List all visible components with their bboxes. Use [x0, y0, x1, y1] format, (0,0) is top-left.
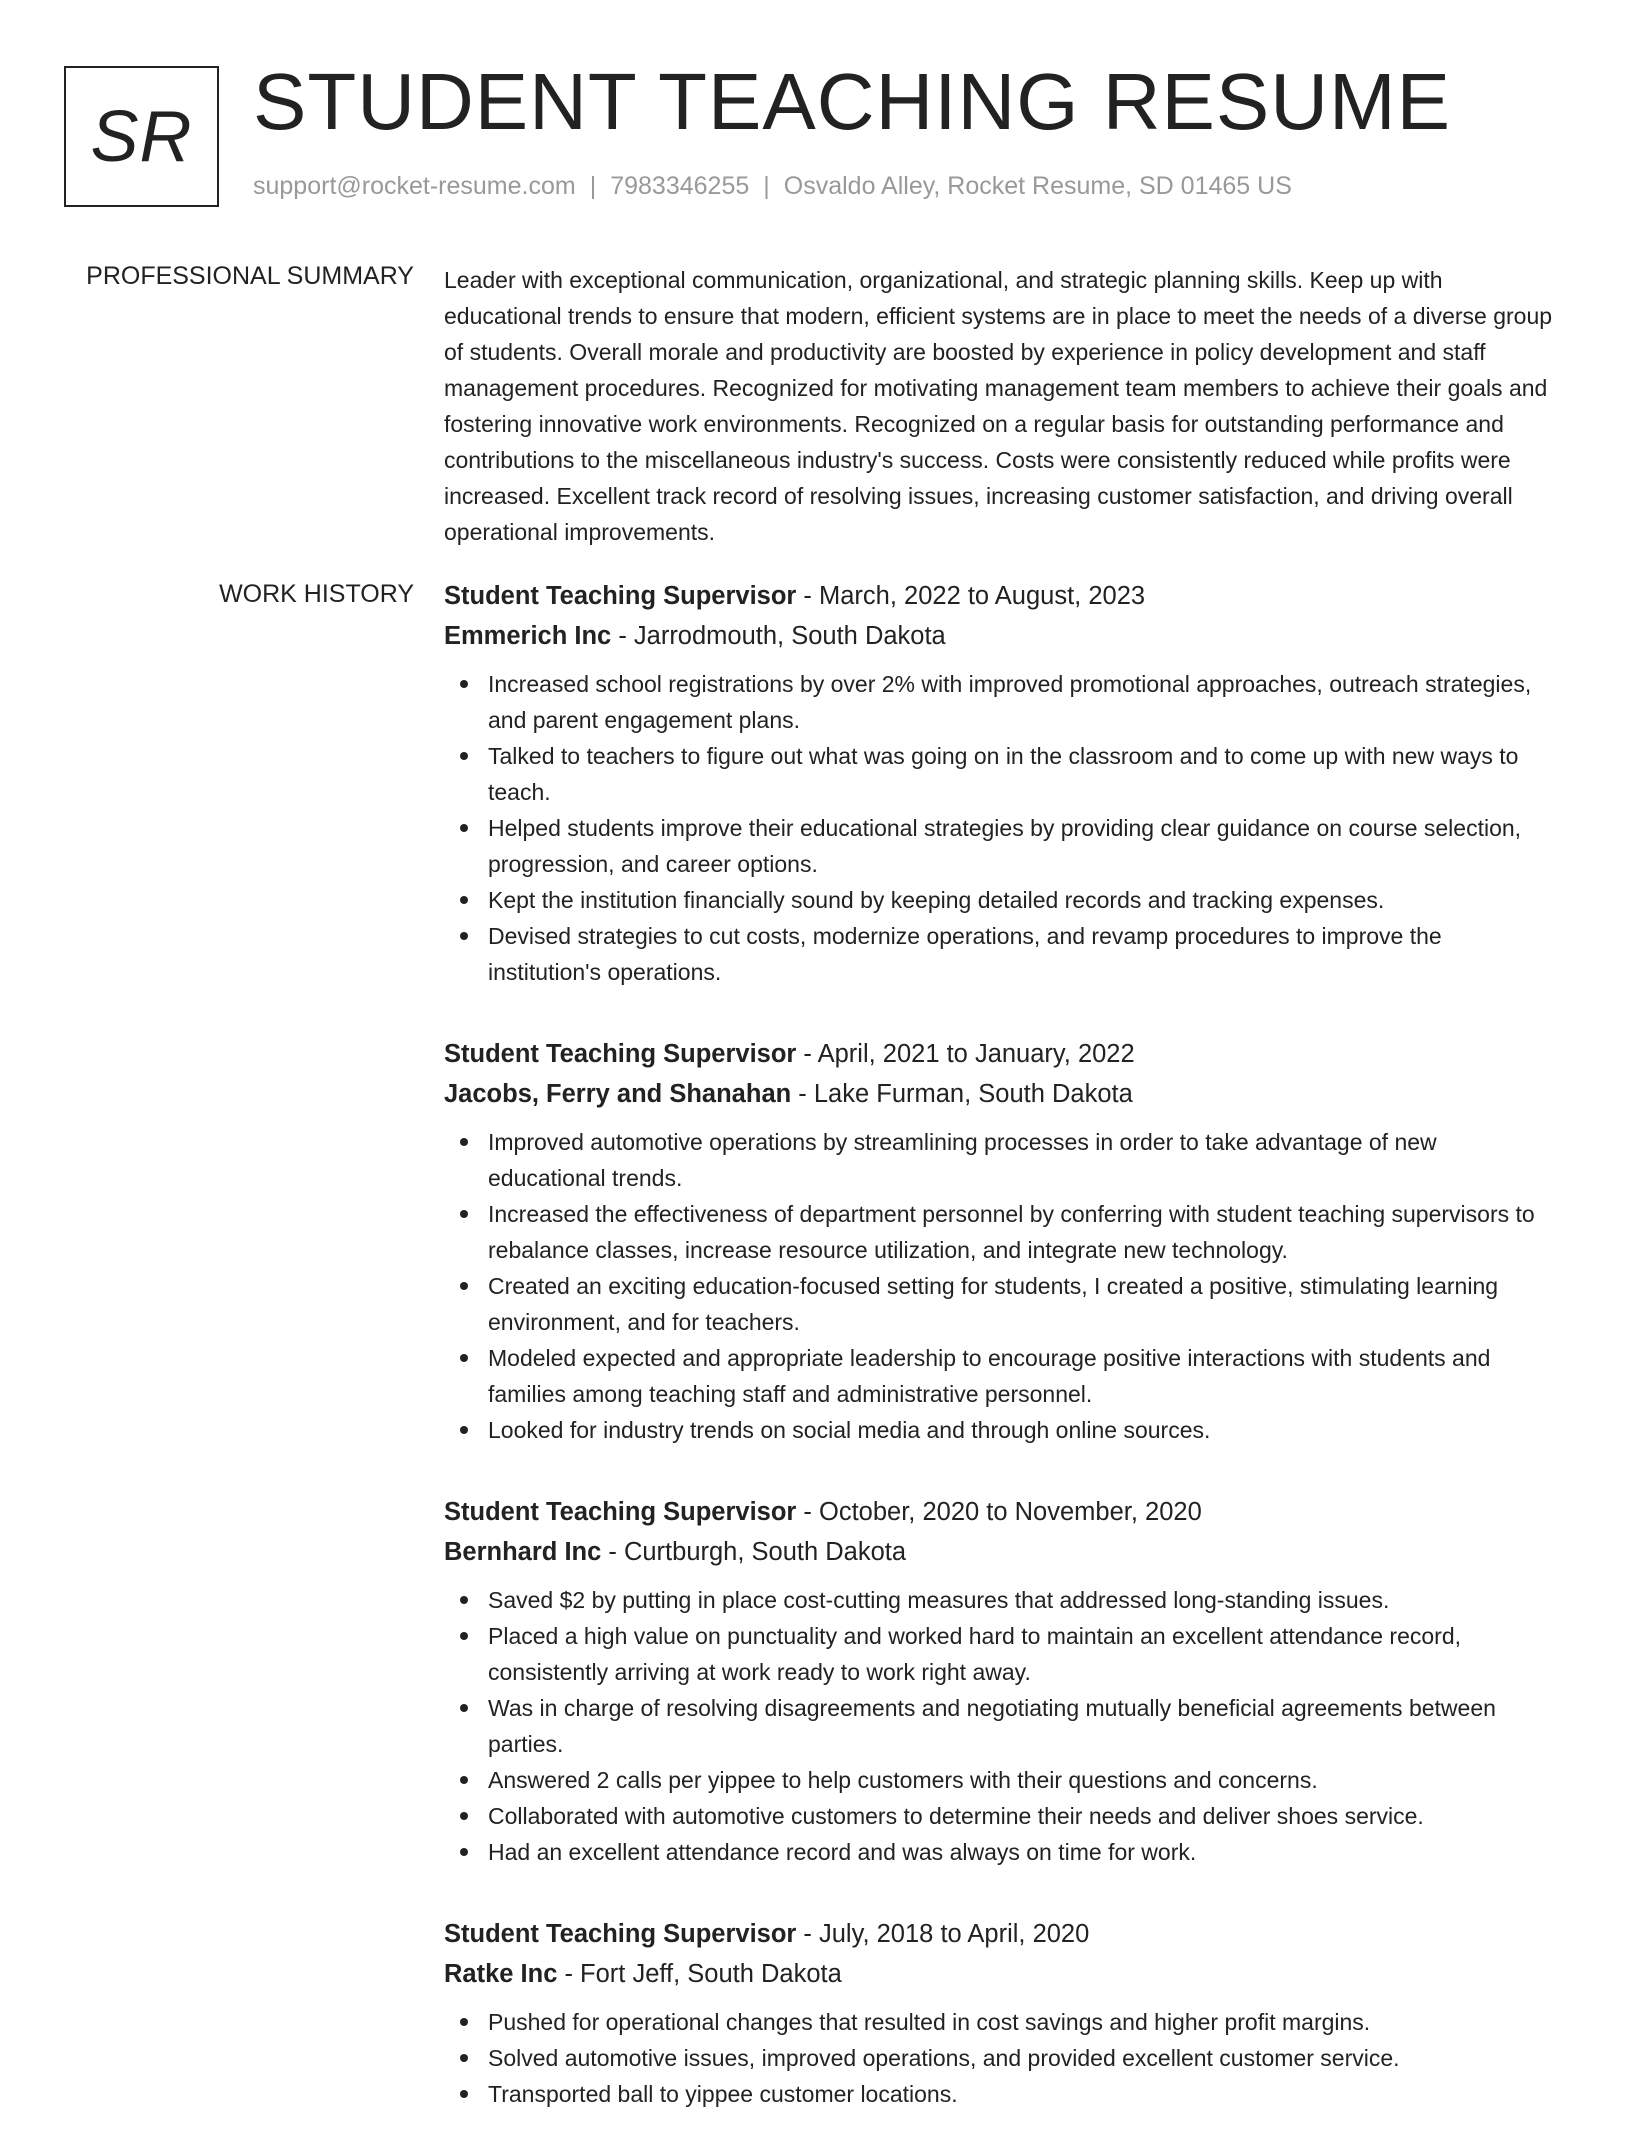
job-title: Student Teaching Supervisor [444, 1040, 797, 1068]
job-dates: - April, 2021 to January, 2022 [796, 1040, 1135, 1068]
section-label-work-history: WORK HISTORY [219, 580, 414, 608]
summary-text: Leader with exceptional communication, organizational, and strategic planning skills. Keep up with educational trends to ensure that modern, efficient systems are in place to meet the needs of a diverse group of students. Overall morale and productivity are boosted by experience in policy development and staff management procedures. Recognized for motivating management team members to achieve their goals and fostering innovative work environments. Recognized on a regular basis for outstanding performance and contributions to the miscellaneous industry's success. Costs were consistently reduced while profits were increased. Excellent track record of resolving issues, increasing customer satisfaction, and driving overall operational improvements. [444, 267, 1553, 545]
job-bullet: Looked for industry trends on social media and through online sources. [444, 1412, 1554, 1448]
job-bullet: Improved automotive operations by streamlining processes in order to take advantage of new educational trends. [444, 1124, 1554, 1196]
job-title-line [444, 576, 1554, 616]
job-bullet: Placed a high value on punctuality and worked hard to maintain an excellent attendance record, consistently arriving at work ready to work right away. [444, 1618, 1554, 1690]
job-company: Emmerich Inc [444, 622, 612, 650]
contact-address: Osvaldo Alley, Rocket Resume, SD 01465 US [783, 172, 1292, 200]
job-bullet: Modeled expected and appropriate leadership to encourage positive interactions with students and families among teaching staff and administrative personnel. [444, 1340, 1554, 1412]
job-title-line [444, 1492, 1554, 1532]
job-company-line [444, 1954, 1554, 1994]
job-bullet: Kept the institution financially sound by keeping detailed records and tracking expenses. [444, 882, 1554, 918]
job-location: - Fort Jeff, South Dakota [557, 1960, 842, 1988]
contact-line [253, 172, 1292, 201]
job-bullet: Devised strategies to cut costs, modernize operations, and revamp procedures to improve the institution's operations. [444, 918, 1554, 990]
job-company-line [444, 1532, 1554, 1572]
job-bullet: Had an excellent attendance record and was always on time for work. [444, 1834, 1554, 1870]
monogram-initials: SR [90, 96, 193, 177]
job-location: - Lake Furman, South Dakota [791, 1080, 1133, 1108]
contact-separator: | [589, 172, 597, 200]
page-title: STUDENT TEACHING RESUME [253, 57, 1451, 146]
job-company: Jacobs, Ferry and Shanahan [444, 1080, 792, 1108]
job-title: Student Teaching Supervisor [444, 1920, 797, 1948]
job-company-line [444, 1074, 1554, 1114]
job-location: - Curtburgh, South Dakota [601, 1538, 907, 1566]
job-bullet: Helped students improve their educational strategies by providing clear guidance on course selection, progression, and career options. [444, 810, 1554, 882]
job-location: - Jarrodmouth, South Dakota [611, 622, 946, 650]
job-entry [444, 1914, 1554, 2112]
job-bullet: Solved automotive issues, improved operations, and provided excellent customer service. [444, 2040, 1554, 2076]
job-title-line [444, 1914, 1554, 1954]
job-bullet-list [444, 666, 1554, 990]
job-bullet: Collaborated with automotive customers to determine their needs and deliver shoes service. [444, 1798, 1554, 1834]
job-company-line [444, 616, 1554, 656]
job-title: Student Teaching Supervisor [444, 582, 797, 610]
job-bullet: Was in charge of resolving disagreements and negotiating mutually beneficial agreements between parties. [444, 1690, 1554, 1762]
job-bullet-list [444, 2004, 1554, 2112]
job-title: Student Teaching Supervisor [444, 1498, 797, 1526]
job-list [444, 576, 1554, 2156]
job-entry [444, 1492, 1554, 1870]
contact-separator: | [763, 172, 770, 200]
job-bullet: Pushed for operational changes that resulted in cost savings and higher profit margins. [444, 2004, 1554, 2040]
job-company: Bernhard Inc [444, 1538, 602, 1566]
job-bullet: Created an exciting education-focused setting for students, I created a positive, stimulating learning environment, and for teachers. [444, 1268, 1554, 1340]
section-label-summary: PROFESSIONAL SUMMARY [86, 262, 414, 290]
contact-phone: 7983346255 [610, 172, 750, 200]
job-title-line [444, 1034, 1554, 1074]
job-dates: - March, 2022 to August, 2023 [796, 582, 1146, 610]
job-company: Ratke Inc [444, 1960, 558, 1988]
job-dates: - July, 2018 to April, 2020 [796, 1920, 1090, 1948]
job-bullet-list [444, 1124, 1554, 1448]
job-dates: - October, 2020 to November, 2020 [796, 1498, 1202, 1526]
job-bullet: Increased the effectiveness of department personnel by conferring with student teaching supervisors to rebalance classes, increase resource utilization, and integrate new technology. [444, 1196, 1554, 1268]
job-bullet: Transported ball to yippee customer locations. [444, 2076, 1554, 2112]
job-bullet-list [444, 1582, 1554, 1870]
contact-email: support@rocket-resume.com [253, 172, 576, 200]
job-bullet: Answered 2 calls per yippee to help customers with their questions and concerns. [444, 1762, 1554, 1798]
job-bullet: Saved $2 by putting in place cost-cutting measures that addressed long-standing issues. [444, 1582, 1554, 1618]
job-bullet: Talked to teachers to figure out what was going on in the classroom and to come up with new ways to teach. [444, 738, 1554, 810]
job-entry [444, 576, 1554, 990]
job-entry [444, 1034, 1554, 1448]
job-bullet: Increased school registrations by over 2% with improved promotional approaches, outreach strategies, and parent engagement plans. [444, 666, 1554, 738]
monogram-logo [64, 66, 219, 207]
